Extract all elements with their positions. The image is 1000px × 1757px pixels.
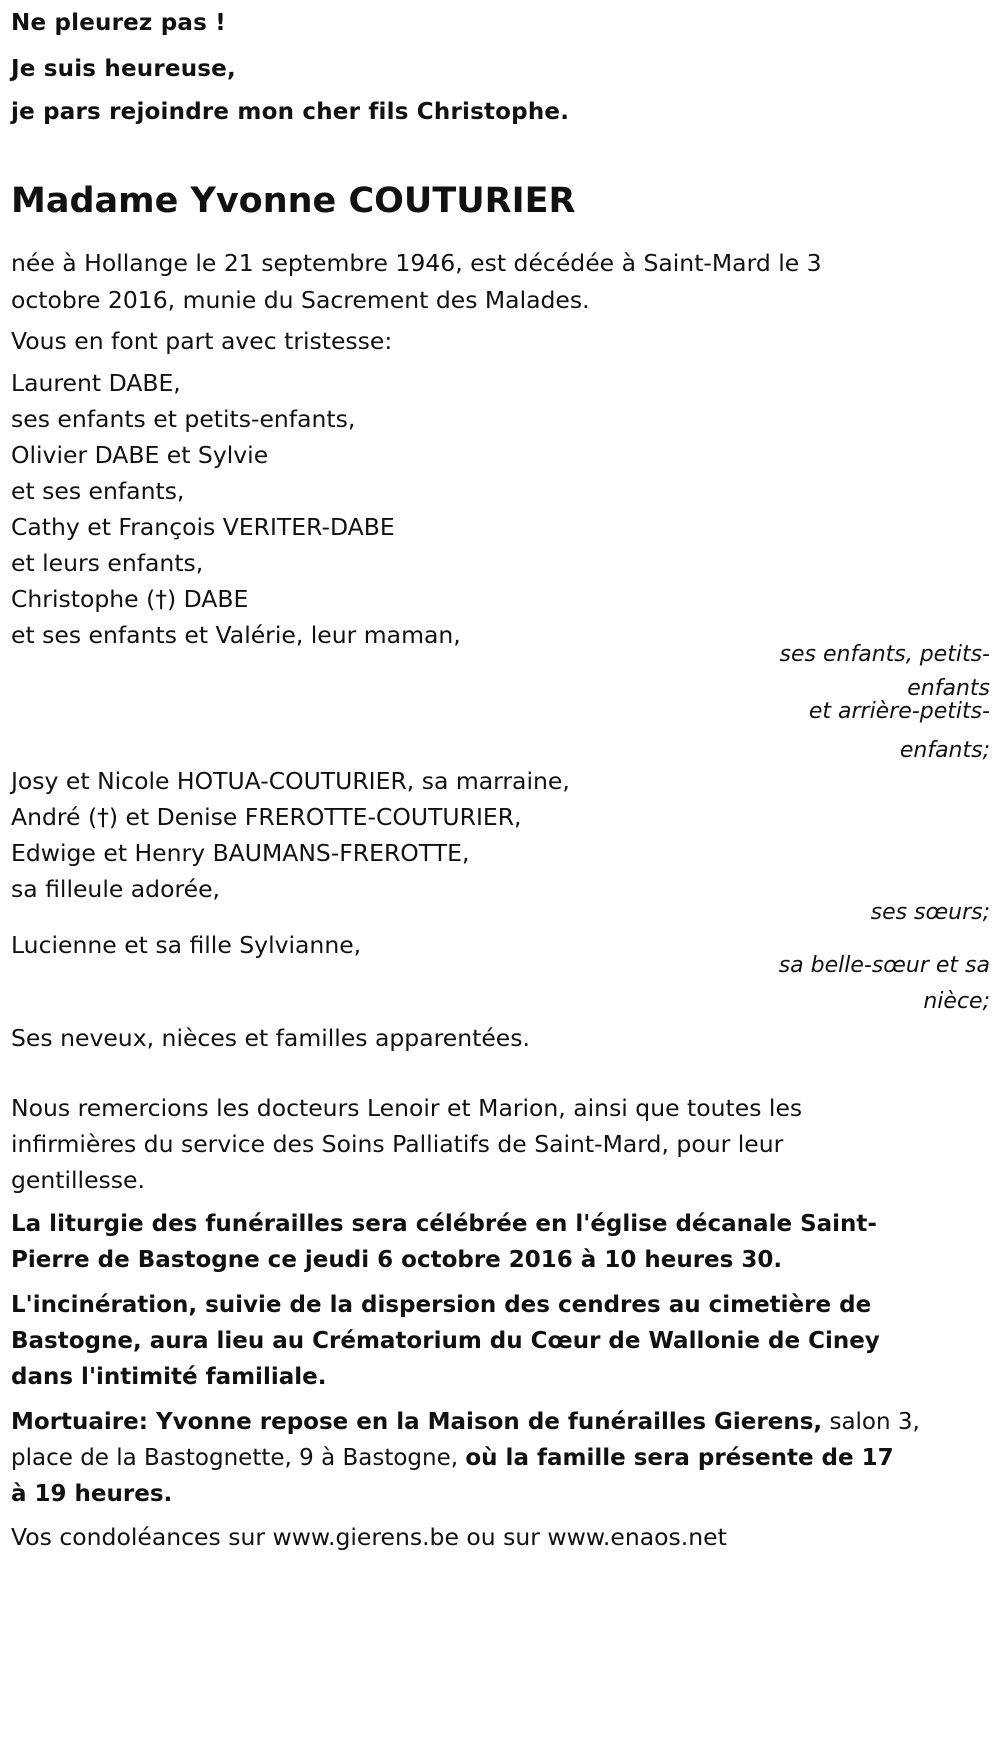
mortuary-paragraph <box>11 1404 991 1512</box>
intro-line-1: Ne pleurez pas ! <box>11 10 226 36</box>
liturgy-line: Pierre de Bastogne ce jeudi 6 octobre 2016 à 10 heures 30. <box>11 1247 783 1273</box>
mortuary-line-1 <box>11 1404 991 1440</box>
birth-death-text: née à Hollange le 21 septembre 1946, est décédée à Saint-Mard le 3 octobre 2016, munie du Sacrement des Malades. <box>11 249 822 314</box>
intro-line-2: Je suis heureuse, <box>11 56 236 82</box>
family-line: Christophe (†) DABE <box>11 585 249 613</box>
cremation-line: Bastogne, aura lieu au Crématorium du Cœur de Wallonie de Ciney <box>11 1328 880 1354</box>
cremation-line: dans l'intimité familiale. <box>11 1364 327 1390</box>
relation-group-3 <box>730 948 990 1020</box>
relation-line: nièce; <box>923 989 990 1014</box>
family-line: et leurs enfants, <box>11 549 204 577</box>
relation-line: enfants <box>907 676 990 701</box>
deceased-name: Madame Yvonne COUTURIER <box>11 181 576 221</box>
family-line: Lucienne et sa fille Sylvianne, <box>11 931 362 959</box>
family-line: et ses enfants, <box>11 477 185 505</box>
intro-line-3: je pars rejoindre mon cher fils Christophe. <box>11 99 570 125</box>
family-line: Laurent DABE, <box>11 369 181 397</box>
mortuary-salon: salon 3, <box>822 1409 920 1435</box>
family-presence: où la famille sera présente de 17 <box>465 1445 894 1471</box>
family-line: Cathy et François VERITER-DABE <box>11 513 395 541</box>
family-line: André (†) et Denise FREROTTE-COUTURIER, <box>11 803 522 831</box>
family-line: et ses enfants et Valérie, leur maman, <box>11 621 461 649</box>
relation-line: enfants; <box>899 738 990 763</box>
thanks-line: Nous remercions les docteurs Lenoir et Marion, ainsi que toutes les <box>11 1094 803 1122</box>
family-line: sa filleule adorée, <box>11 875 221 903</box>
family-group-3 <box>11 927 361 963</box>
relation-group-1b <box>730 692 990 770</box>
liturgy-line: La liturgie des funérailles sera célébrée en l'église décanale Saint- <box>11 1211 877 1237</box>
mortuary-location: Mortuaire: Yvonne repose en la Maison de funérailles Gierens, <box>11 1409 823 1435</box>
family-line: ses enfants et petits-enfants, <box>11 405 356 433</box>
cremation-paragraph <box>11 1287 880 1395</box>
mortuary-line-2 <box>11 1440 991 1476</box>
relation-line: ses enfants, petits- <box>779 642 990 667</box>
relation-group-2 <box>730 893 990 932</box>
family-group-2 <box>11 763 570 907</box>
family-group-1 <box>11 365 461 653</box>
family-line: Olivier DABE et Sylvie <box>11 441 269 469</box>
thanks-paragraph <box>11 1090 802 1198</box>
relation-line: et arrière-petits- <box>808 699 990 724</box>
thanks-line: gentillesse. <box>11 1166 145 1194</box>
announcers-intro: Vous en font part avec tristesse: <box>11 327 393 355</box>
relation-line: ses sœurs; <box>870 900 990 925</box>
family-line: Edwige et Henry BAUMANS-FREROTTE, <box>11 839 470 867</box>
thanks-line: infirmières du service des Soins Palliatifs de Saint-Mard, pour leur <box>11 1130 784 1158</box>
mortuary-line-3: à 19 heures. <box>11 1481 173 1507</box>
condolences-text: Vos condoléances sur www.gierens.be ou sur www.enaos.net <box>11 1523 727 1551</box>
relation-line: sa belle-sœur et sa <box>778 953 990 978</box>
cremation-line: L'incinération, suivie de la dispersion des cendres au cimetière de <box>11 1292 872 1318</box>
mortuary-address: place de la Bastognette, 9 à Bastogne, <box>11 1445 466 1471</box>
family-line: Josy et Nicole HOTUA-COUTURIER, sa marraine, <box>11 767 570 795</box>
extended-family: Ses neveux, nièces et familles apparentées. <box>11 1024 530 1052</box>
liturgy-paragraph <box>11 1206 877 1278</box>
